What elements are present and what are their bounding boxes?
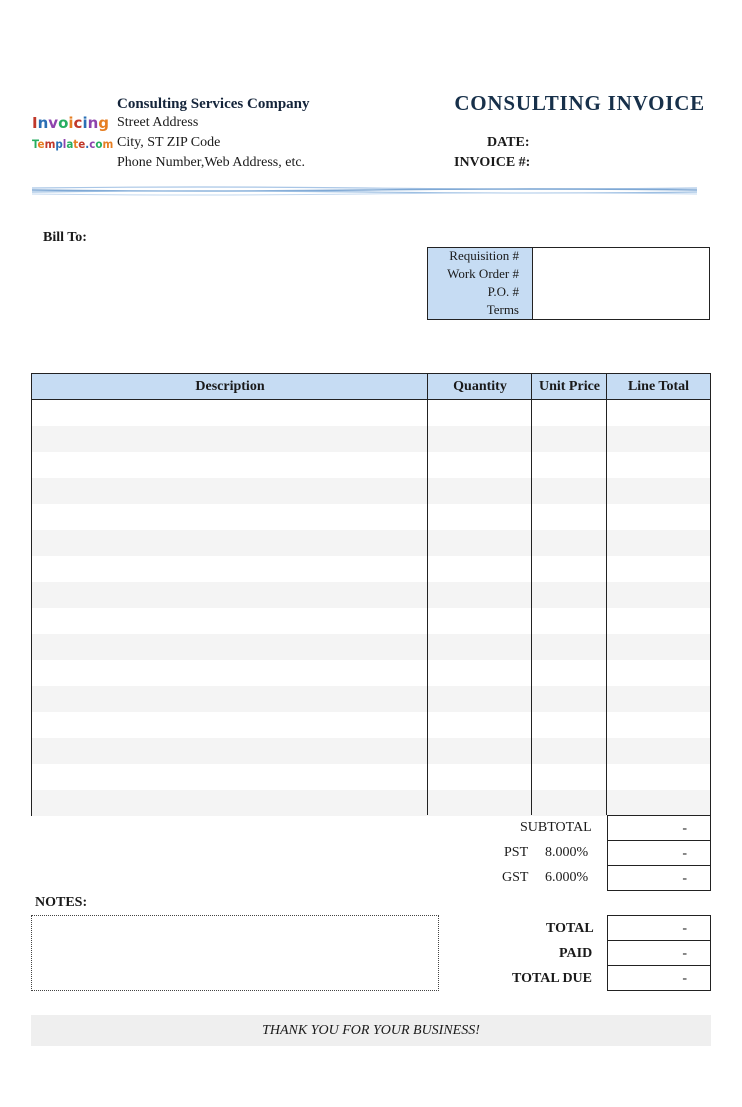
notes-label: NOTES: [35,895,88,910]
total-value: - [682,921,687,936]
column-divider [427,374,428,815]
subtotal-value: - [682,821,687,836]
terms-label: Terms [486,302,519,317]
table-row-stripe [32,582,710,608]
subtotal-box [607,815,711,891]
pst-value: - [682,846,687,861]
table-row-stripe [32,790,710,816]
column-quantity: Quantity [453,379,507,394]
invoice-number-label: INVOICE #: [454,155,531,170]
column-divider [606,374,607,815]
pst-label: PST [504,845,529,860]
company-city: City, ST ZIP Code [117,135,221,150]
table-row-stripe [32,686,710,712]
table-row-stripe [32,530,710,556]
table-row-stripe [32,478,710,504]
gst-label: GST [502,870,529,885]
gst-rate: 6.000% [545,870,589,885]
total-box [607,915,711,991]
table-row-stripe [32,634,710,660]
table-header [32,374,710,400]
company-street: Street Address [117,115,199,130]
gst-value: - [682,871,687,886]
date-label: DATE: [487,135,530,150]
subtotal-label: SUBTOTAL [520,820,592,835]
company-logo [32,114,112,151]
notes-box[interactable] [31,915,439,991]
po-label: P.O. # [487,284,519,299]
thank-you-footer: THANK YOU FOR YOUR BUSINESS! [31,1015,711,1046]
column-divider [531,374,532,815]
table-row-stripe [32,426,710,452]
header-divider [32,185,697,197]
paid-label: PAID [559,946,593,961]
company-name: Consulting Services Company [117,96,310,112]
items-table [31,373,711,816]
order-info-box [427,247,710,320]
requisition-label: Requisition # [449,248,519,263]
company-contact: Phone Number,Web Address, etc. [117,155,306,170]
invoice-title: CONSULTING INVOICE [454,91,705,115]
bill-to-label: Bill To: [43,230,87,245]
total-due-label: TOTAL DUE [512,971,593,986]
total-due-value: - [682,971,687,986]
pst-rate: 8.000% [545,845,589,860]
order-info-labels [428,248,533,319]
logo-line1: Invoicing [32,114,110,132]
paid-value: - [682,946,687,961]
total-label: TOTAL [546,921,594,936]
column-unit-price: Unit Price [538,379,601,394]
logo-line2: Template.com [32,137,114,151]
column-line-total: Line Total [627,379,690,394]
table-row-stripe [32,738,710,764]
column-description: Description [195,379,265,394]
work-order-label: Work Order # [447,266,519,281]
